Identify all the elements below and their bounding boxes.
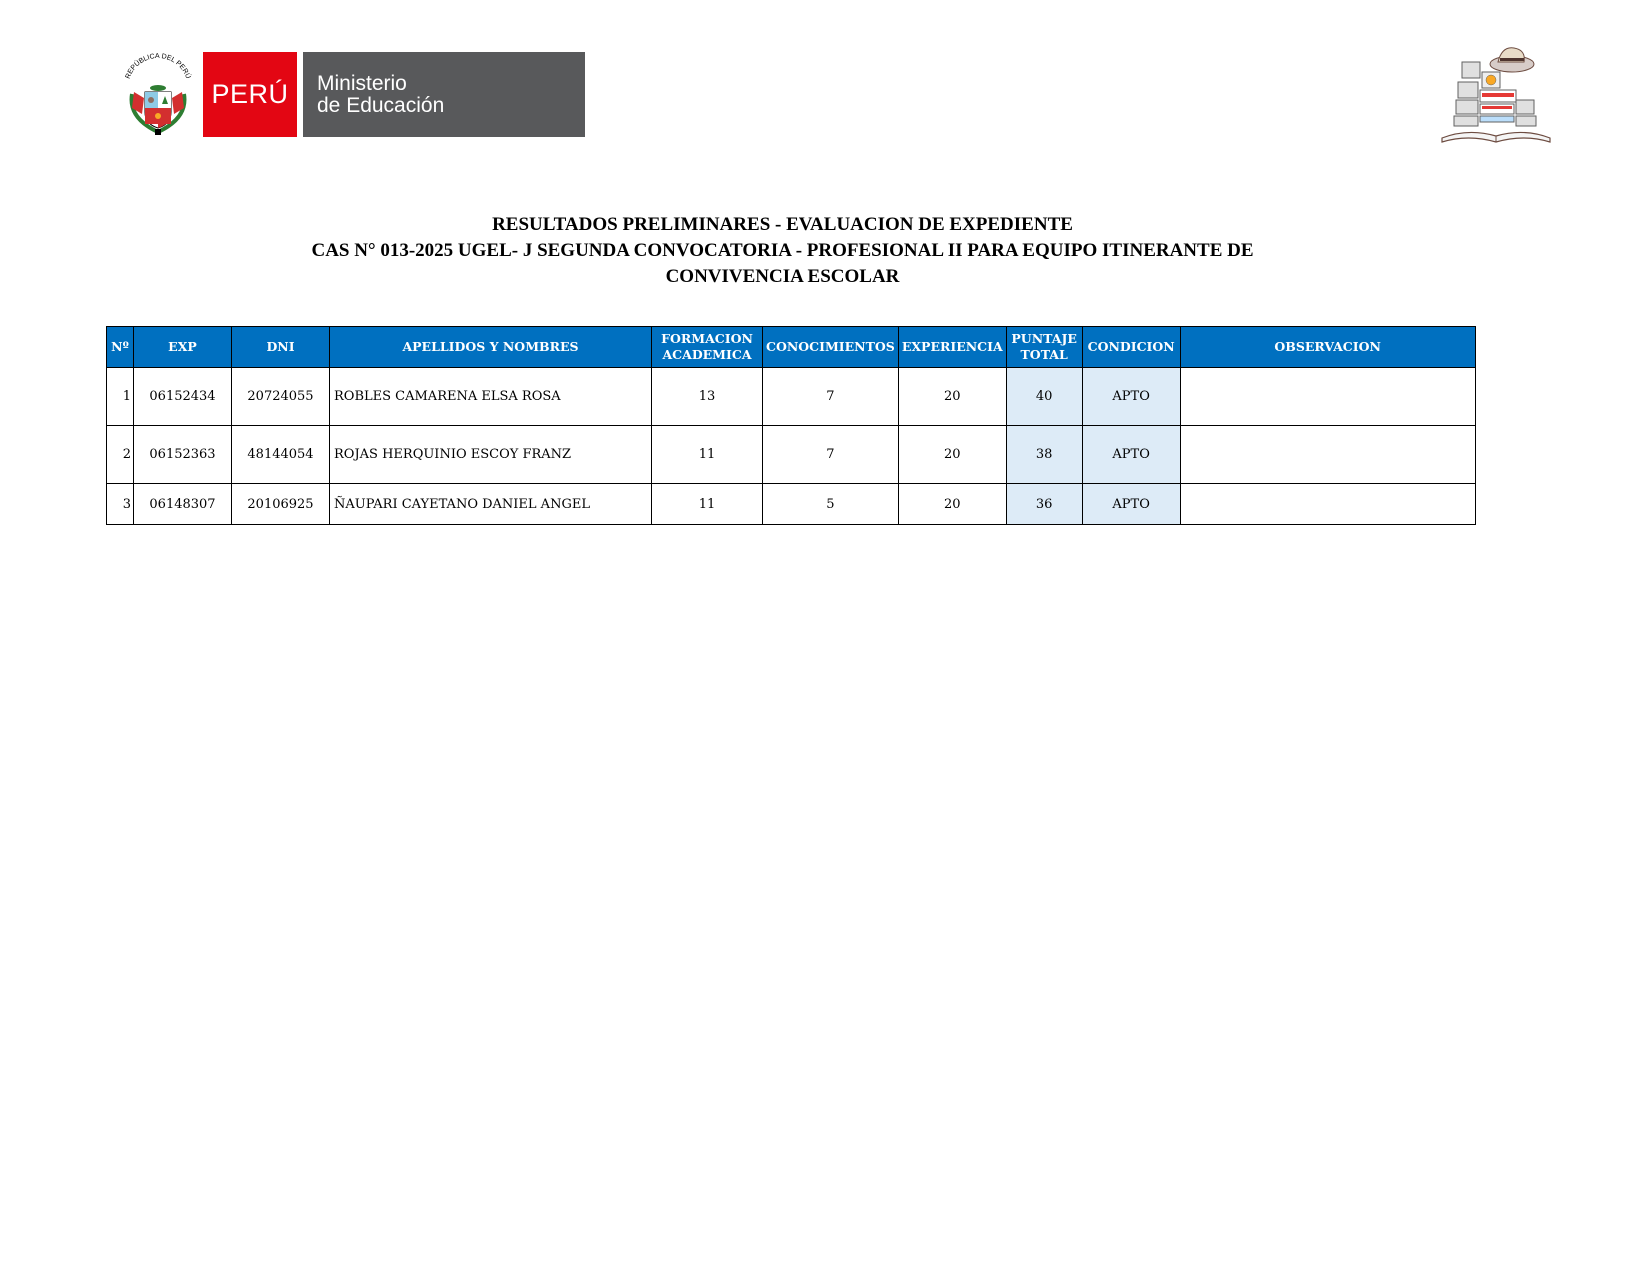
cell-num: 1 <box>107 368 134 426</box>
cell-num: 2 <box>107 426 134 484</box>
ministry-label <box>303 52 585 137</box>
header-conocimientos: CONOCIMIENTOS <box>763 327 899 368</box>
cell-dni: 20106925 <box>232 484 330 525</box>
cell-exp: 06148307 <box>134 484 232 525</box>
table-row <box>107 484 1476 525</box>
header-dni: DNI <box>232 327 330 368</box>
title-line-3: CONVIVENCIA ESCOLAR <box>665 266 900 287</box>
cell-conocimientos: 5 <box>763 484 899 525</box>
header-puntaje-line-2: TOTAL <box>1020 347 1068 362</box>
svg-text:REPÚBLICA DEL PERÚ: REPÚBLICA DEL PERÚ <box>124 52 192 80</box>
header-condicion: CONDICION <box>1082 327 1180 368</box>
cell-name: ROJAS HERQUINIO ESCOY FRANZ <box>330 426 652 484</box>
cell-total: 38 <box>1006 426 1082 484</box>
table-row <box>107 368 1476 426</box>
header-formacion-line-2: ACADEMICA <box>662 347 752 362</box>
table-row <box>107 426 1476 484</box>
cell-num: 3 <box>107 484 134 525</box>
cell-conocimientos: 7 <box>763 368 899 426</box>
cell-experiencia: 20 <box>898 484 1006 525</box>
cell-conocimientos: 7 <box>763 426 899 484</box>
cell-observacion <box>1180 426 1475 484</box>
title-line-1: RESULTADOS PRELIMINARES - EVALUACION DE EXPEDIENTE <box>492 214 1073 235</box>
cell-name: ÑAUPARI CAYETANO DANIEL ANGEL <box>330 484 652 525</box>
header-experiencia: EXPERIENCIA <box>898 327 1006 368</box>
header-puntaje-total <box>1006 327 1082 368</box>
cell-name: ROBLES CAMARENA ELSA ROSA <box>330 368 652 426</box>
table-header-row <box>107 327 1476 368</box>
cell-experiencia: 20 <box>898 426 1006 484</box>
minedu-logo <box>118 52 585 137</box>
cell-exp: 06152434 <box>134 368 232 426</box>
cell-total: 40 <box>1006 368 1082 426</box>
header-formacion-line-1: FORMACION <box>661 331 753 346</box>
header-num: Nº <box>107 327 134 368</box>
cell-total: 36 <box>1006 484 1082 525</box>
cell-formacion: 13 <box>652 368 763 426</box>
header-exp: EXP <box>134 327 232 368</box>
header-name: APELLIDOS Y NOMBRES <box>330 327 652 368</box>
header-observacion: OBSERVACION <box>1180 327 1475 368</box>
peru-coat-of-arms-icon <box>118 52 198 137</box>
cell-condicion: APTO <box>1082 368 1180 426</box>
ugel-school-logo-icon <box>1440 42 1552 146</box>
cell-experiencia: 20 <box>898 368 1006 426</box>
cell-dni: 48144054 <box>232 426 330 484</box>
cell-condicion: APTO <box>1082 484 1180 525</box>
header-formacion <box>652 327 763 368</box>
title-line-2: CAS N° 013-2025 UGEL- J SEGUNDA CONVOCATORIA - PROFESIONAL II PARA EQUIPO ITINERANTE DE <box>311 240 1254 261</box>
cell-observacion <box>1180 484 1475 525</box>
cell-condicion: APTO <box>1082 426 1180 484</box>
results-table <box>106 326 1476 525</box>
cell-observacion <box>1180 368 1475 426</box>
cell-formacion: 11 <box>652 484 763 525</box>
cell-dni: 20724055 <box>232 368 330 426</box>
header-puntaje-line-1: PUNTAJE <box>1011 331 1077 346</box>
cell-exp: 06152363 <box>134 426 232 484</box>
ministry-line-1: Ministerio <box>317 71 407 95</box>
cell-formacion: 11 <box>652 426 763 484</box>
ministry-line-2: de Educación <box>317 93 445 117</box>
document-title <box>0 212 1565 290</box>
peru-label: PERÚ <box>203 52 297 137</box>
